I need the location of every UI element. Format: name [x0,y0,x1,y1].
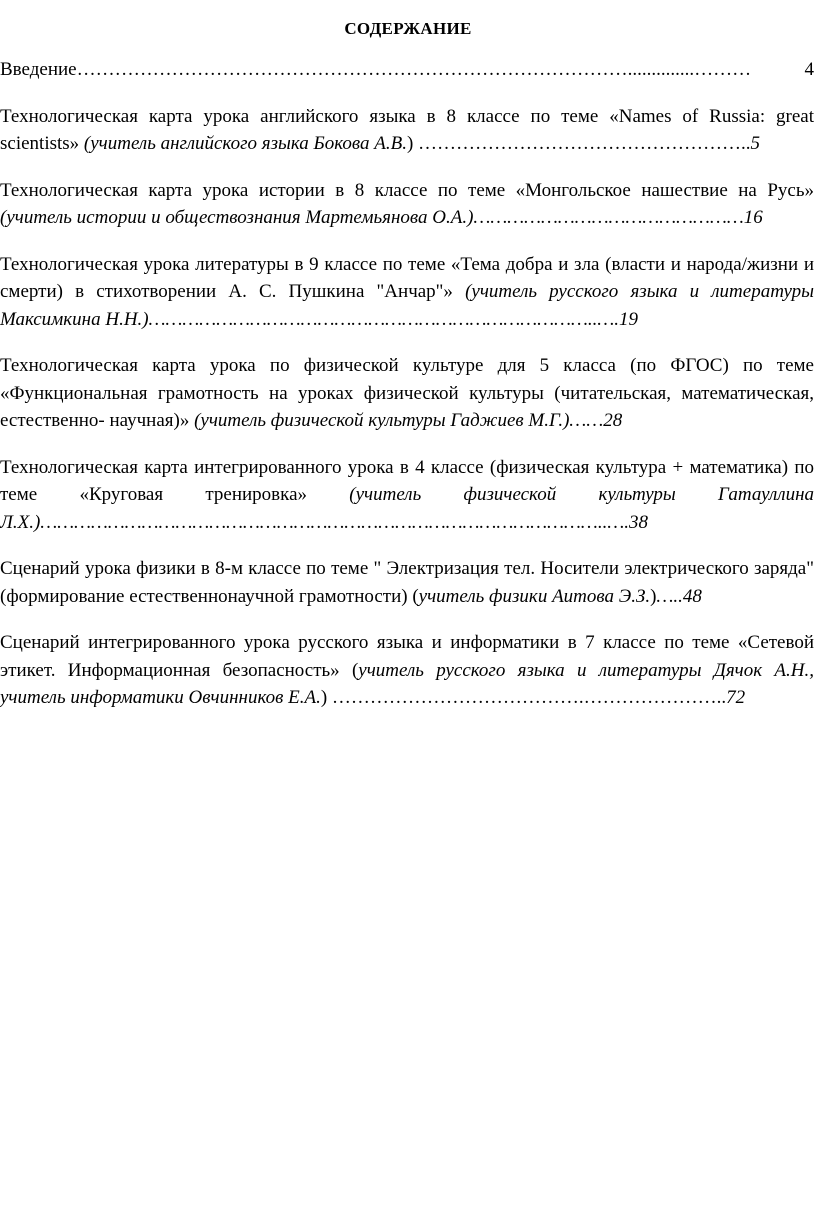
toc-entry-text: Технологическая урока литературы в 9 классе по теме «Тема добра и зла (власти и народа/жизни и смерти) в стихотворении А. С. Пушкина "Анчар"» [0,253,814,302]
toc-page-number: 48 [682,585,702,607]
toc-page-number: 16 [743,207,763,228]
toc-entry-author: (учитель физической культуры Гаджиев М.Г.) [194,410,570,431]
toc-page-number: 19 [619,308,639,330]
toc-entry-author: (учитель русского языка и литературы Максимкина Н.Н.) [0,281,815,330]
table-of-contents [0,56,814,712]
toc-page-number: 5 [750,133,761,154]
toc-entry-author: учитель русского языка и литературы Дячок А.Н., учитель информатики Овчинников Е.А. [0,659,815,708]
toc-entry-text: Сценарий урока физики в 8-м классе по теме " Электризация тел. Носители электрического заряда" (формирование естественнонаучной грамотности) ( [0,558,814,607]
toc-leader: ………………………………………… [473,207,744,228]
toc-entry-russian-informatics[interactable] [0,629,814,712]
toc-entry-text: Сценарий интегрированного урока русского языка и информатики в 7 классе по теме «Сетевой этикет. Информационная безопасность» ( [0,632,814,681]
toc-entry-text: Технологическая карта урока истории в 8 классе по теме «Монгольское нашествие на Русь» [0,179,814,201]
toc-leader: ………………………………………………………………………………………..…. [40,511,629,533]
page-title: СОДЕРЖАНИЕ [344,19,472,38]
toc-leader: ……………………………………………………………………..…. [148,308,620,330]
toc-entry-author: (учитель английского языка Бокова А.В. [83,133,407,154]
toc-entry-physics[interactable] [0,555,814,610]
toc-entry-author: (учитель физической культуры Гатауллина Л.Х.) [0,484,814,533]
toc-entry-integrated-lesson[interactable] [0,454,814,537]
toc-entry-history[interactable] [0,177,814,232]
toc-page-number: 72 [726,687,746,708]
toc-entry-text: Технологическая карта урока английского языка в 8 классе по теме «Names of Russia: great scientists» [0,105,814,154]
toc-entry-text: Технологическая карта урока по физической культуре для 5 класса (по ФГОС) по теме «Функциональная грамотность на уроках физической культуры (читательская, математическая, естественно- научная)» [0,355,814,431]
toc-leader: …………………………………………….. [418,133,751,154]
toc-entry-author-suffix: ) [650,585,657,607]
toc-entry-literature[interactable] [0,251,814,334]
toc-leader: ………………………………….………………….. [331,687,727,708]
toc-page-number: 38 [628,511,648,533]
toc-leader: ……………………………………………………………………………..............……… [76,59,752,80]
toc-leader: ….. [656,585,683,607]
toc-entry-text: Введение [0,59,77,80]
toc-entry-text: Технологическая карта интегрированного урока в 4 классе (физическая культура + математика) по теме «Круговая тренировка» [0,456,814,505]
toc-entry-author-suffix: ) [320,687,332,708]
toc-entry-english[interactable] [0,103,814,158]
toc-entry-author-suffix: ) [406,133,419,154]
toc-entry-physical-education[interactable] [0,352,814,435]
toc-entry-author: учитель физики Аитова Э.З. [418,585,651,607]
toc-page-number: 28 [603,410,623,431]
toc-leader: …… [569,410,604,431]
toc-entry-introduction[interactable] [0,56,814,84]
toc-page-number: 4 [804,59,814,80]
toc-entry-author: (учитель истории и обществознания Мартемьянова О.А.) [0,207,474,228]
